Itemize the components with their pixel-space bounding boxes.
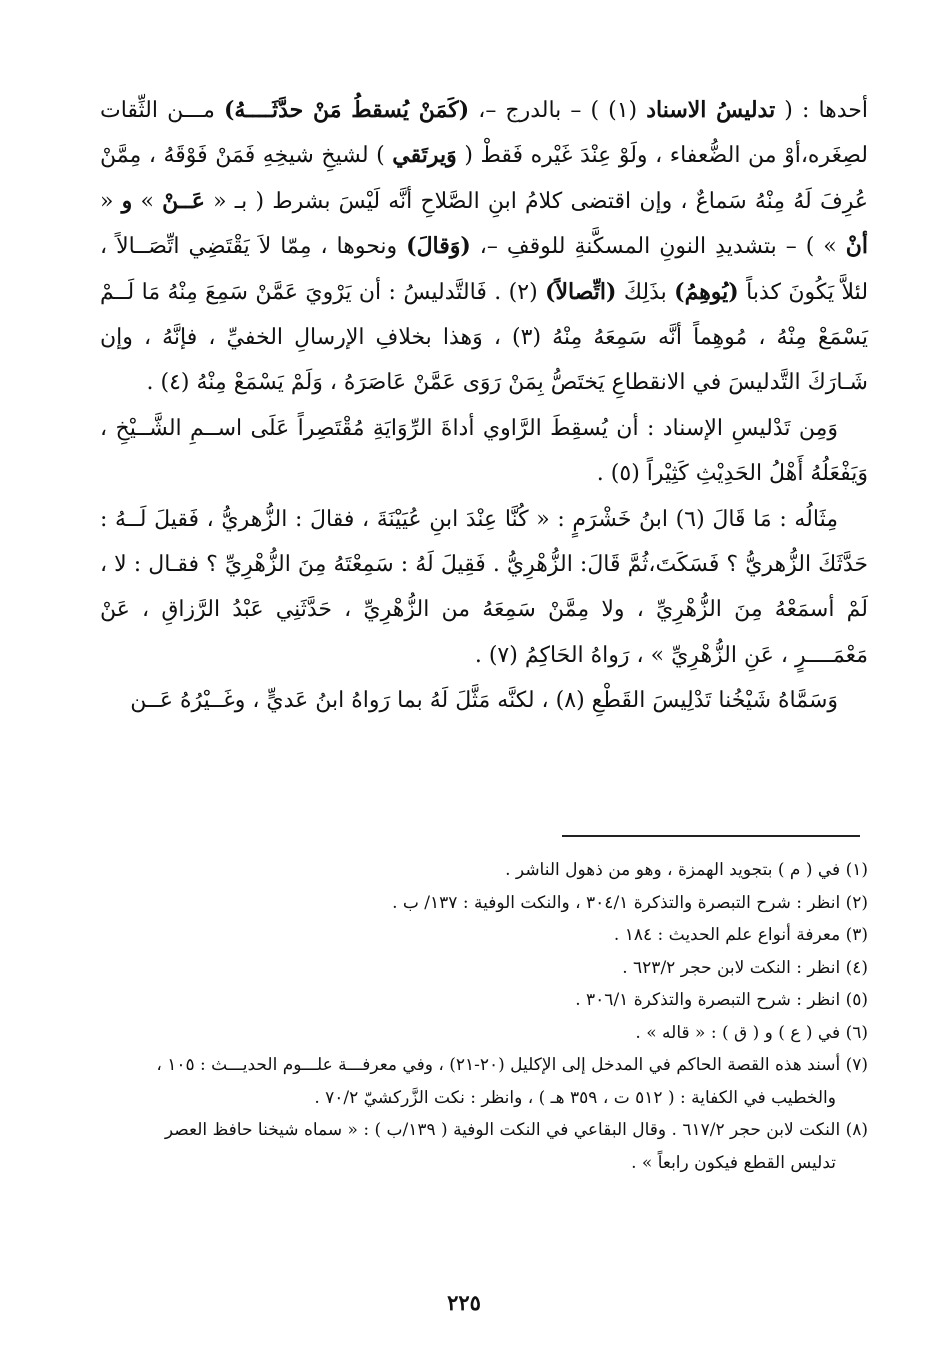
page-number: ٢٢٥ [447, 1290, 481, 1315]
footnote-text: (٤) انظر : النكت لابن حجر ٦٢٣/٢ . [622, 957, 868, 978]
text-segment: (١) ) – بالدرج –، [469, 98, 647, 123]
matn-quote: (يُوهِمُ) [674, 278, 739, 305]
text-segment: مـــن الثِّقات لصِغَره،أوْ من الضُّعفاء ، ولَوْ عِنْدَ غَيْره فَقطْ ( [100, 98, 868, 169]
text-segment: » [132, 188, 163, 214]
text-segment: ) لشيخِ شيخِهِ فَمَنْ فَوْقَهُ ، مِمَّنْ عُرِفَ لَهُ مِنْهُ سَماعٌ ، وإن اقتضى كلامُ ابنِ الصَّلاحِ أنَّه لَيْسَ بشرط ( بـ « [100, 143, 869, 214]
footnote-text: (٨) النكت لابن حجر ٦١٧/٢ . وقال البقاعي في النكت الوفية ( ١٣٩/ب ) : « سماه شيخنا حافظ العصر [164, 1120, 868, 1140]
matn-quote: و [121, 187, 133, 214]
text-segment: بذَلِكَ [616, 279, 675, 305]
footnote-text: (١) في ( م ) بتجويد الهمزة ، وهو من ذهول الناشر . [505, 860, 868, 880]
footnote-4 [100, 952, 868, 985]
text-segment: مِثَالُه : مَا قَالَ (٦) ابنُ خَشْرَمٍ : « كُنَّا عِنْدَ ابنِ عُيَيْنَةَ ، فقالَ : الزُّهريُّ ، فَقيلَ لَــهُ : حَدَّثَكَ الزُّهريُّ ؟ فَسَكَتَ،ثُمَّ قَالَ: الزُّهْرِيُّ . فَقِيلَ لَهُ : سَمِعْتَهُ مِنَ الزُّهْرِيِّ ؟ فقـال : لا ، لَمْ أسمَعْهُ مِنَ الزُّهْرِيِّ ، ولا مِمَّنْ سَمِعَهُ من الزُّهْرِيِّ ، حَدَّثَنِي عَبْدُ الرَّزاقِ ، عَنْ مَعْمَــــرٍ ، عَنِ الزُّهْرِيِّ » ، رَواهُ الحَاكِمُ (٧) . [100, 506, 868, 668]
matn-quote: أنْ [845, 233, 868, 260]
text-segment: أحدها : ( [775, 98, 869, 123]
text-segment: » ) – بتشديدِ النونِ المسكَّنةِ للوقفِ –، [470, 234, 846, 260]
matn-quote: (وَقالَ) [406, 233, 471, 260]
matn-quote: (اتِّصالاً) [545, 278, 617, 305]
footnote-2 [100, 887, 868, 920]
footnote-3 [100, 919, 868, 952]
paragraph-2 [100, 406, 868, 497]
main-text [100, 88, 868, 724]
text-segment: ونحوها ، مِمّا لاَ يَقْتَضِي اتِّصَــالاً ، لئلاَّ يَكُونَ كذباً [100, 234, 869, 305]
text-segment: (٢) . فَالتَّدليسُ : أن يَرْويَ عَمَّنْ سَمِعَ مِنْهُ مَا لَــمْ يَسْمَعْ مِنْهُ ، مُوهِماً أنَّه سَمِعَهُ مِنْهُ (٣) ، وَهذا بخلافِ الإرسالِ الخفيِّ ، فإنَّهُ ، وإن شَـارَكَ التَّدليسَ في الانقطاعِ يَختَصُّ بِمَنْ رَوَى عَمَّنْ عَاصَرَهُ ، وَلَمْ يَسْمَعْ مِنْهُ (٤) . [100, 279, 869, 396]
footnote-8 [100, 1114, 868, 1179]
text-segment: « [100, 188, 122, 214]
footnote-continuation: تدليس القطع فيكون رابعاً » . [631, 1152, 836, 1173]
footnote-text: (٣) معرفة أنواع علم الحديث : ١٨٤ . [613, 925, 868, 945]
footnotes [100, 854, 868, 1179]
footnote-text: (٧) أسند هذه القصة الحاكم في المدخل إلى الإكليل (٢٠-٢١) ، وفي معرفـــة علـــوم الحديـــث : ١٠٥ ، [156, 1055, 868, 1075]
footnote-text: (٦) في ( ع ) و ( ق ) : « قاله » . [635, 1022, 868, 1043]
footnote-5 [100, 984, 868, 1017]
footnote-continuation: والخطيب في الكفاية : ( ٥١٢ ت ، ٣٥٩ هـ ) ، وانظر : نكت الزَّركشيّ ٧٠/٢ . [314, 1087, 836, 1108]
footnote-text: (٥) انظر : شرح التبصرة والتذكرة ٣٠٦/١ . [575, 990, 868, 1010]
paragraph-3 [100, 497, 868, 679]
matn-quote: عَــنْ [162, 187, 205, 214]
paragraph-1 [100, 88, 868, 406]
matn-quote: وَيرتَقي [392, 142, 457, 169]
footnote-1 [100, 854, 868, 887]
term-tadlis-al-isnad: تدليسُ الاسناد [646, 97, 776, 123]
text-segment: وَمِن تَدْليسِ الإسناد : أن يُسقِطَ الرَّاوي أداةَ الرِّوَايَةِ مُقْتَصِراً عَلَى اســمِ الشَّــيْخِ ، وَيَفْعَلُهُ أَهْلُ الحَدِيْثِ كَثِيْراً (٥) . [100, 415, 868, 487]
footnote-text: (٢) انظر : شرح التبصرة والتذكرة ٣٠٤/١ ، والنكت الوفية : ١٣٧/ ب . [392, 892, 868, 913]
paragraph-4 [100, 678, 868, 723]
footnote-6 [100, 1017, 868, 1050]
matn-quote: (كَمَنْ يُسقطُ مَنْ حدَّثَــــهُ) [224, 97, 470, 123]
footnote-separator [562, 835, 860, 837]
text-segment: وَسَمَّاهُ شَيْخُنا تَدْلِيسَ القَطْعِ (٨) ، لكنَّه مَثَّلَ لَهُ بما رَواهُ ابنُ عَديٍّ ، وغَــيْرُهُ عَــن [130, 688, 838, 714]
footnote-7 [100, 1049, 868, 1114]
